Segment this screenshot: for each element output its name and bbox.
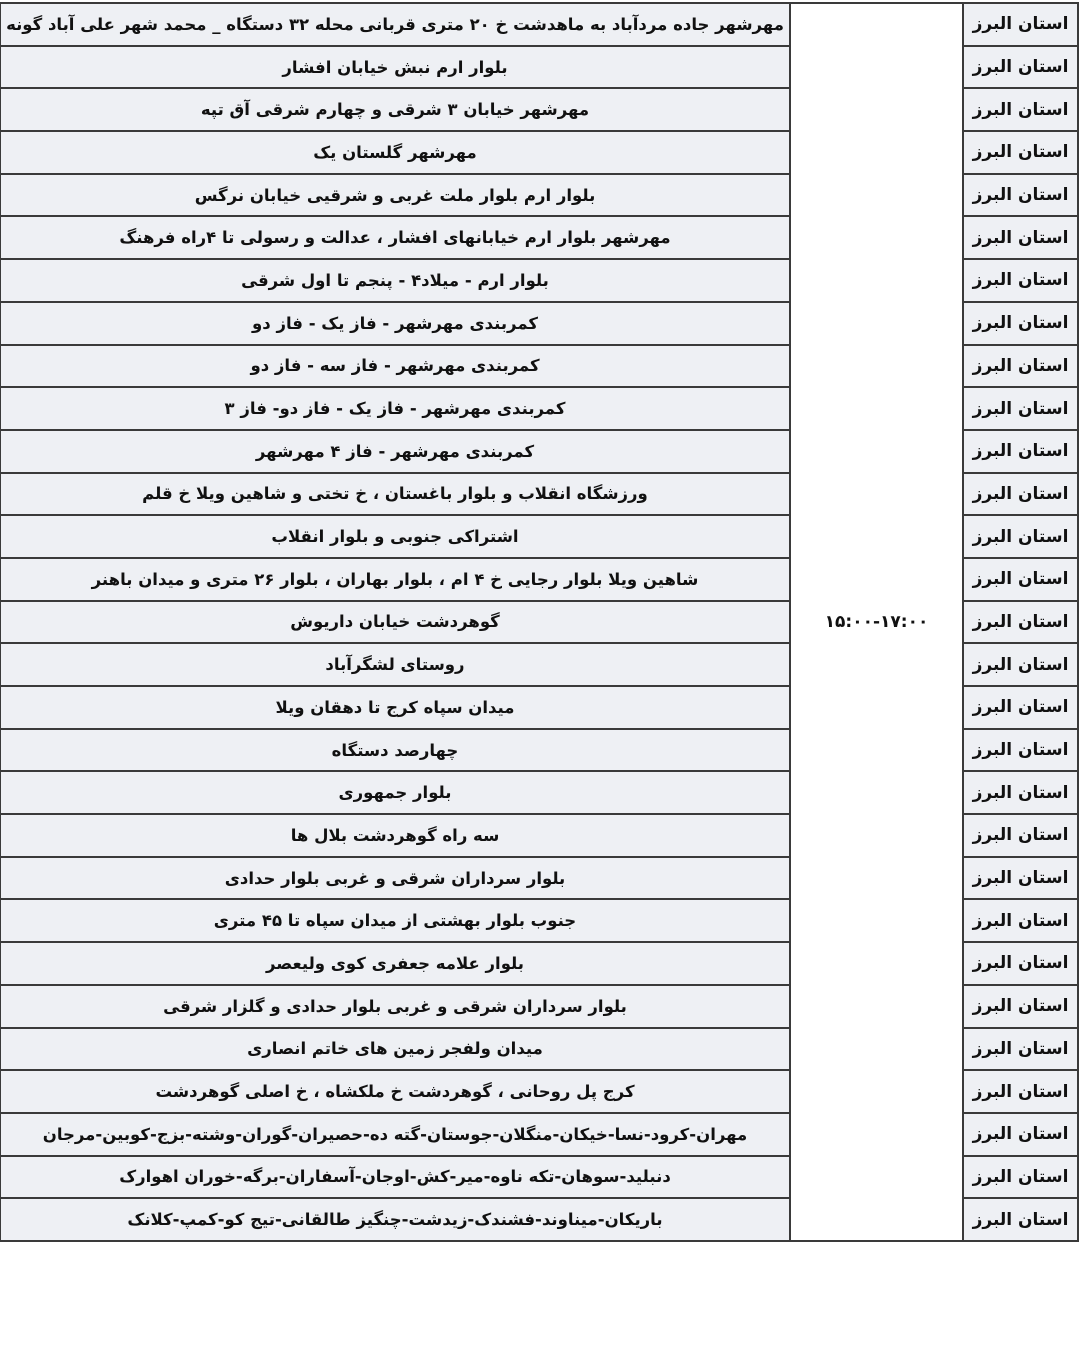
province-cell: استان البرز [963, 771, 1078, 814]
province-cell: استان البرز [963, 430, 1078, 473]
area-cell: کمربندی مهرشهر - فاز ۴ مهرشهر [0, 430, 790, 473]
area-cell: کرج پل روحانی ، گوهردشت خ ملکشاه ، خ اصلی گوهردشت [0, 1070, 790, 1113]
province-cell: استان البرز [963, 1070, 1078, 1113]
time-range-cell: ۱۵:۰۰-۱۷:۰۰ [790, 3, 963, 1241]
area-cell: کمربندی مهرشهر - فاز یک - فاز دو- فاز ۳ [0, 387, 790, 430]
area-cell: بلوار جمهوری [0, 771, 790, 814]
province-cell: استان البرز [963, 899, 1078, 942]
area-cell: سه راه گوهردشت بلال ها [0, 814, 790, 857]
province-cell: استان البرز [963, 131, 1078, 174]
area-cell: جنوب بلوار بهشتی از میدان سپاه تا ۴۵ متری [0, 899, 790, 942]
area-cell: مهرشهر خیابان ۳ شرقی و چهارم شرقی آق تپه [0, 88, 790, 131]
area-cell: بلوار سرداران شرقی و غربی بلوار حدادی [0, 857, 790, 900]
area-cell: کمربندی مهرشهر - فاز یک - فاز دو [0, 302, 790, 345]
area-cell: روستای لشگرآباد [0, 643, 790, 686]
province-cell: استان البرز [963, 1028, 1078, 1071]
province-cell: استان البرز [963, 88, 1078, 131]
province-cell: استان البرز [963, 387, 1078, 430]
province-cell: استان البرز [963, 729, 1078, 772]
province-cell: استان البرز [963, 216, 1078, 259]
area-cell: اشتراکی جنوبی و بلوار انقلاب [0, 515, 790, 558]
province-cell: استان البرز [963, 259, 1078, 302]
province-cell: استان البرز [963, 942, 1078, 985]
area-cell: باریکان-میناوند-فشندک-زیدشت-چنگیز طالقانی-تیج کو-کمپ-کلانک [0, 1198, 790, 1241]
province-cell: استان البرز [963, 1113, 1078, 1156]
province-cell: استان البرز [963, 345, 1078, 388]
area-cell: میدان ولفجر زمین های خاتم انصاری [0, 1028, 790, 1071]
area-cell: بلوار ارم نبش خیابان افشار [0, 46, 790, 89]
area-cell: بلوار ارم - میلاد۴ - پنجم تا اول شرقی [0, 259, 790, 302]
province-cell: استان البرز [963, 601, 1078, 644]
province-cell: استان البرز [963, 686, 1078, 729]
area-cell: گوهردشت خیابان داریوش [0, 601, 790, 644]
province-cell: استان البرز [963, 1198, 1078, 1241]
area-cell: بلوار سرداران شرقی و غربی بلوار حدادی و گلزار شرقی [0, 985, 790, 1028]
table-row [0, 3, 1078, 46]
area-cell: دنبلید-سوهان-تکه ناوه-میر-کش-اوجان-آسفاران-برگه-خوران اهوارک [0, 1156, 790, 1199]
outage-schedule-table [0, 2, 1079, 1242]
area-cell: مهران-کرود-نسا-خیکان-منگلان-جوستان-گته ده-حصیران-گوران-وشته-بزج-کوبین-مرجان [0, 1113, 790, 1156]
area-cell: مهرشهر جاده مردآباد به ماهدشت خ ۲۰ متری قربانی محله ۳۲ دستگاه _ محمد شهر علی آباد گونه [0, 3, 790, 46]
area-cell: کمربندی مهرشهر - فاز سه - فاز دو [0, 345, 790, 388]
province-cell: استان البرز [963, 857, 1078, 900]
province-cell: استان البرز [963, 3, 1078, 46]
area-cell: میدان سپاه کرج تا دهقان ویلا [0, 686, 790, 729]
province-cell: استان البرز [963, 174, 1078, 217]
province-cell: استان البرز [963, 1156, 1078, 1199]
schedule-body [0, 3, 1078, 1241]
area-cell: شاهین ویلا بلوار رجایی خ ۴ ام ، بلوار بهاران ، بلوار ۲۶ متری و میدان باهنر [0, 558, 790, 601]
area-cell: مهرشهر بلوار ارم خیابانهای افشار ، عدالت و رسولی تا ۴راه فرهنگ [0, 216, 790, 259]
province-cell: استان البرز [963, 302, 1078, 345]
area-cell: مهرشهر گلستان یک [0, 131, 790, 174]
province-cell: استان البرز [963, 46, 1078, 89]
area-cell: ورزشگاه انقلاب و بلوار باغستان ، خ تختی و شاهین ویلا خ قلم [0, 473, 790, 516]
province-cell: استان البرز [963, 643, 1078, 686]
province-cell: استان البرز [963, 515, 1078, 558]
province-cell: استان البرز [963, 985, 1078, 1028]
province-cell: استان البرز [963, 473, 1078, 516]
area-cell: بلوار ارم بلوار ملت غربی و شرقیی خیابان نرگس [0, 174, 790, 217]
province-cell: استان البرز [963, 814, 1078, 857]
area-cell: بلوار علامه جعفری کوی ولیعصر [0, 942, 790, 985]
province-cell: استان البرز [963, 558, 1078, 601]
area-cell: چهارصد دستگاه [0, 729, 790, 772]
